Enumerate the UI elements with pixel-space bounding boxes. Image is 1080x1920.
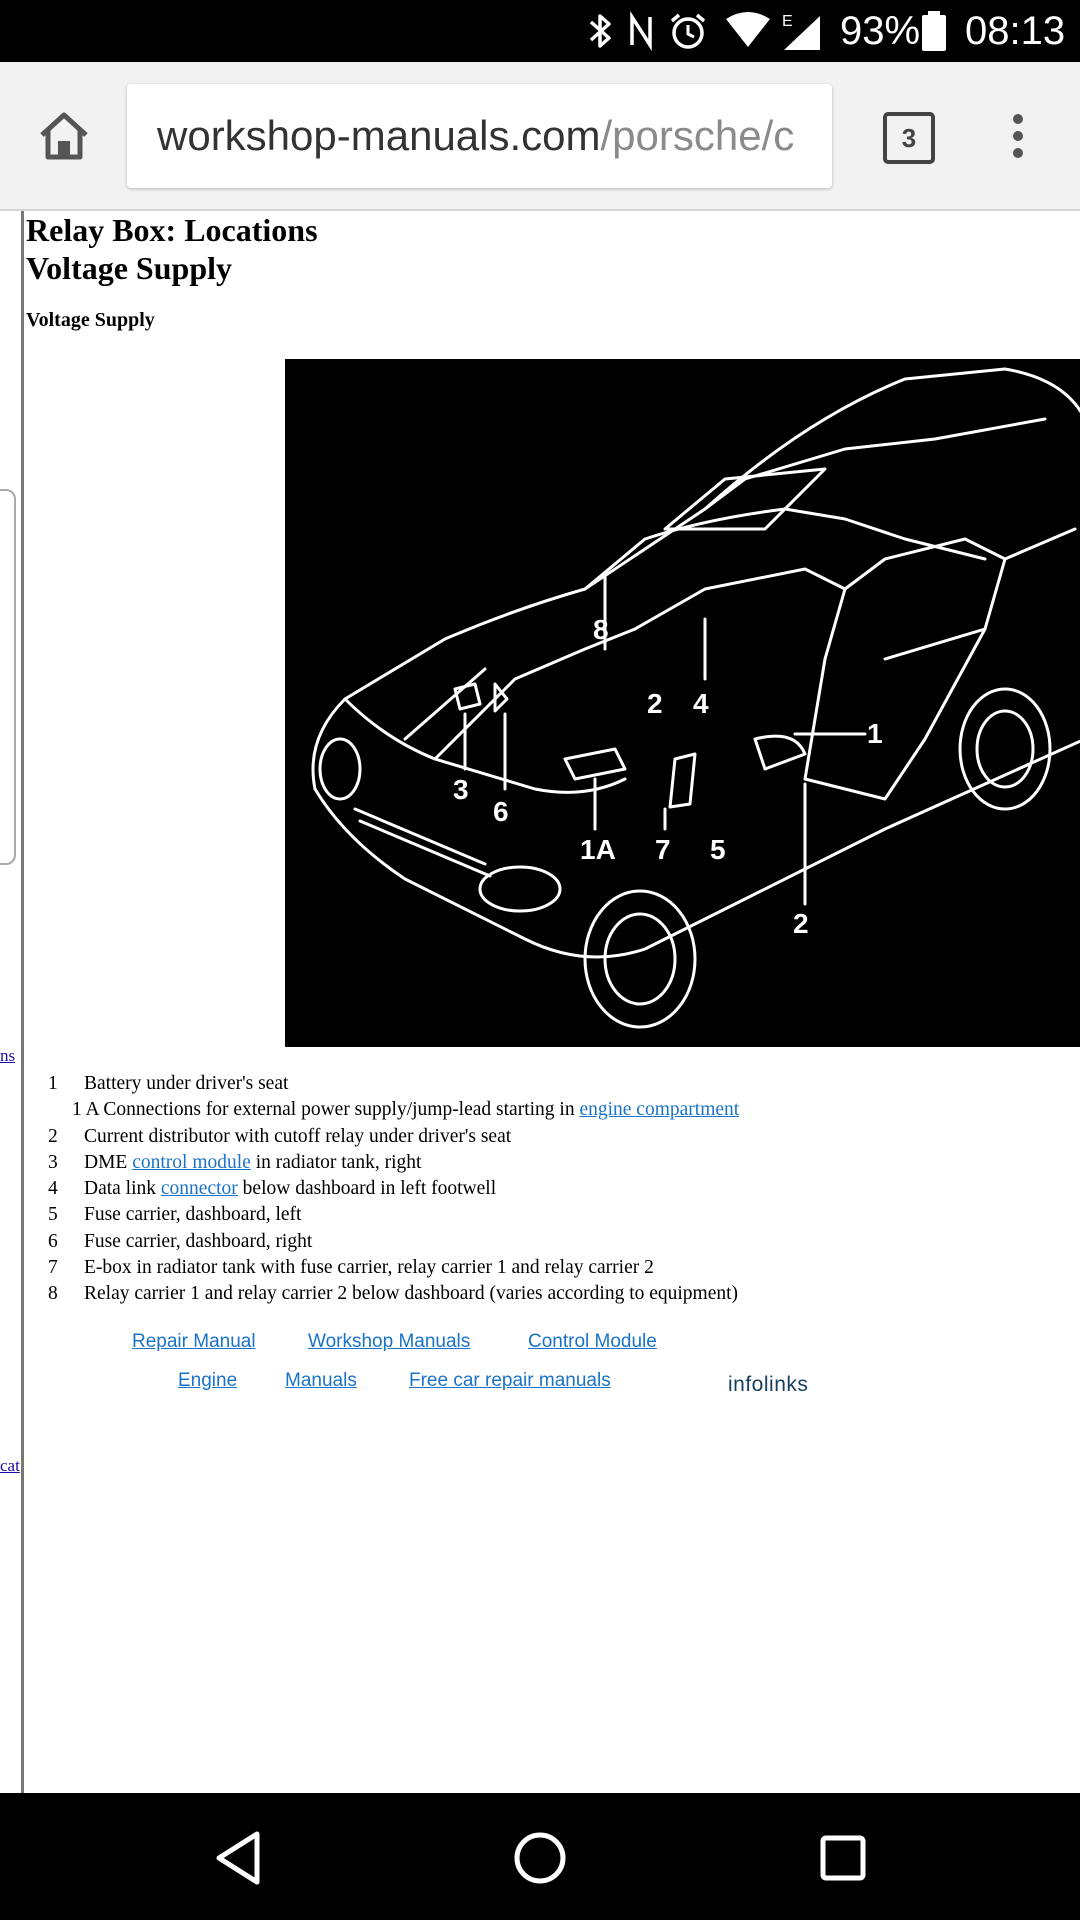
browser-toolbar (0, 62, 1080, 211)
legend-text (84, 1281, 738, 1307)
infolinks-logo[interactable]: infolinks (728, 1373, 809, 1396)
legend-text (84, 1150, 421, 1176)
section-heading: Voltage Supply (26, 309, 155, 331)
url-path: /porsche/c (600, 112, 795, 159)
link-control-module[interactable]: Control Module (528, 1331, 657, 1352)
diagram-label: 4 (693, 688, 709, 719)
battery-icon (920, 10, 948, 52)
diagram-label: 1A (580, 834, 616, 865)
side-link-cat[interactable]: cat (0, 1456, 20, 1475)
battery-percentage: 93% (840, 9, 921, 53)
side-panel-tab[interactable] (0, 489, 16, 865)
alarm-icon (668, 10, 708, 52)
page-title-line2: Voltage Supply (26, 250, 232, 286)
car-illustration (285, 359, 1080, 1047)
page-title: Relay Box: Locations (26, 212, 318, 248)
link-workshop-manuals[interactable]: Workshop Manuals (308, 1331, 471, 1352)
legend-text-part: Data link (84, 1178, 161, 1200)
diagram-label: 8 (593, 614, 609, 645)
url-text (157, 110, 794, 162)
home-icon (38, 111, 90, 161)
legend-link[interactable]: engine compartment (579, 1099, 740, 1121)
legend-item (48, 1229, 739, 1255)
legend-list (48, 1071, 739, 1308)
legend-item (48, 1281, 739, 1307)
diagram-label: 3 (453, 774, 469, 805)
legend-link[interactable]: connector (160, 1178, 238, 1200)
legend-text-part: Fuse carrier, dashboard, right (84, 1230, 313, 1252)
legend-item (48, 1124, 739, 1150)
menu-dot-icon (1013, 131, 1023, 141)
legend-sub-item (48, 1097, 739, 1123)
legend-text (84, 1124, 511, 1150)
diagram-callouts (453, 614, 883, 939)
link-free-car-repair-manuals[interactable]: Free car repair manuals (409, 1370, 611, 1391)
back-triangle-icon (213, 1830, 263, 1886)
home-button[interactable] (34, 106, 94, 166)
legend-text-part: below dashboard in left footwell (237, 1178, 497, 1200)
legend-text-part: 1 A Connections for external power supply/jump-lead starting in (72, 1099, 580, 1121)
legend-item (48, 1071, 739, 1097)
legend-number: 3 (48, 1151, 58, 1173)
side-link-ns[interactable]: ns (0, 1046, 16, 1065)
legend-text-part: in radiator tank, right (250, 1151, 422, 1173)
diagram-label: 6 (493, 796, 509, 827)
legend-text-part: Battery under driver's seat (84, 1073, 289, 1094)
legend-link[interactable]: control module (132, 1151, 251, 1173)
relay-location-diagram (285, 359, 1080, 1047)
system-nav-bar (0, 1793, 1080, 1920)
link-repair-manual[interactable]: Repair Manual (132, 1331, 256, 1352)
status-bar (0, 0, 1080, 62)
legend-text-part: DME (84, 1151, 133, 1173)
legend-text (84, 1229, 312, 1255)
legend-text (84, 1071, 288, 1097)
link-manuals[interactable]: Manuals (285, 1370, 357, 1391)
signal-icon (780, 10, 824, 52)
diagram-label: 2 (647, 688, 663, 719)
legend-item (48, 1202, 739, 1228)
home-circle-icon (512, 1830, 568, 1886)
legend-text (84, 1202, 301, 1228)
wifi-icon (724, 10, 772, 52)
bluetooth-icon (588, 10, 614, 52)
clock-time: 08:13 (965, 9, 1066, 53)
legend-text-part: Fuse carrier, dashboard, left (84, 1204, 302, 1226)
diagram-label: 7 (655, 834, 671, 865)
nfc-icon (628, 10, 654, 52)
url-bar[interactable] (127, 84, 832, 188)
legend-text-part: Current distributor with cutoff relay under driver's seat (84, 1125, 512, 1147)
legend-text (84, 1176, 496, 1202)
legend-text-part: E-box in radiator tank with fuse carrier, relay carrier 1 and relay carrier 2 (84, 1257, 654, 1279)
legend-item (48, 1176, 739, 1202)
diagram-label: 1 (867, 718, 883, 749)
link-engine[interactable]: Engine (178, 1370, 238, 1391)
legend-item (48, 1150, 739, 1176)
legend-number: 1 (48, 1073, 58, 1094)
diagram-label: 2 (793, 908, 809, 939)
legend-text-part: Relay carrier 1 and relay carrier 2 below dashboard (varies according to equipment) (84, 1283, 739, 1305)
web-page (0, 211, 1080, 1793)
overflow-menu-button[interactable] (1000, 114, 1040, 158)
back-button[interactable] (203, 1823, 273, 1893)
legend-text (84, 1255, 654, 1281)
diagram-label: 5 (710, 834, 726, 865)
recents-button[interactable] (808, 1823, 878, 1893)
legend-number: 7 (48, 1257, 58, 1279)
menu-dot-icon (1013, 114, 1023, 124)
legend-number: 5 (48, 1204, 58, 1226)
frame-divider (21, 211, 24, 1793)
home-nav-button[interactable] (505, 1823, 575, 1893)
legend-item (48, 1255, 739, 1281)
tab-switcher-button[interactable]: 3 (883, 112, 935, 164)
legend-number: 4 (48, 1178, 58, 1200)
url-host: workshop-manuals.com (157, 112, 601, 159)
svg-text:E: E (782, 13, 793, 30)
recents-square-icon (818, 1833, 868, 1883)
legend-text (72, 1099, 739, 1120)
legend-number: 2 (48, 1125, 58, 1147)
legend-number: 8 (48, 1283, 58, 1305)
menu-dot-icon (1013, 148, 1023, 158)
legend-number: 6 (48, 1230, 58, 1252)
